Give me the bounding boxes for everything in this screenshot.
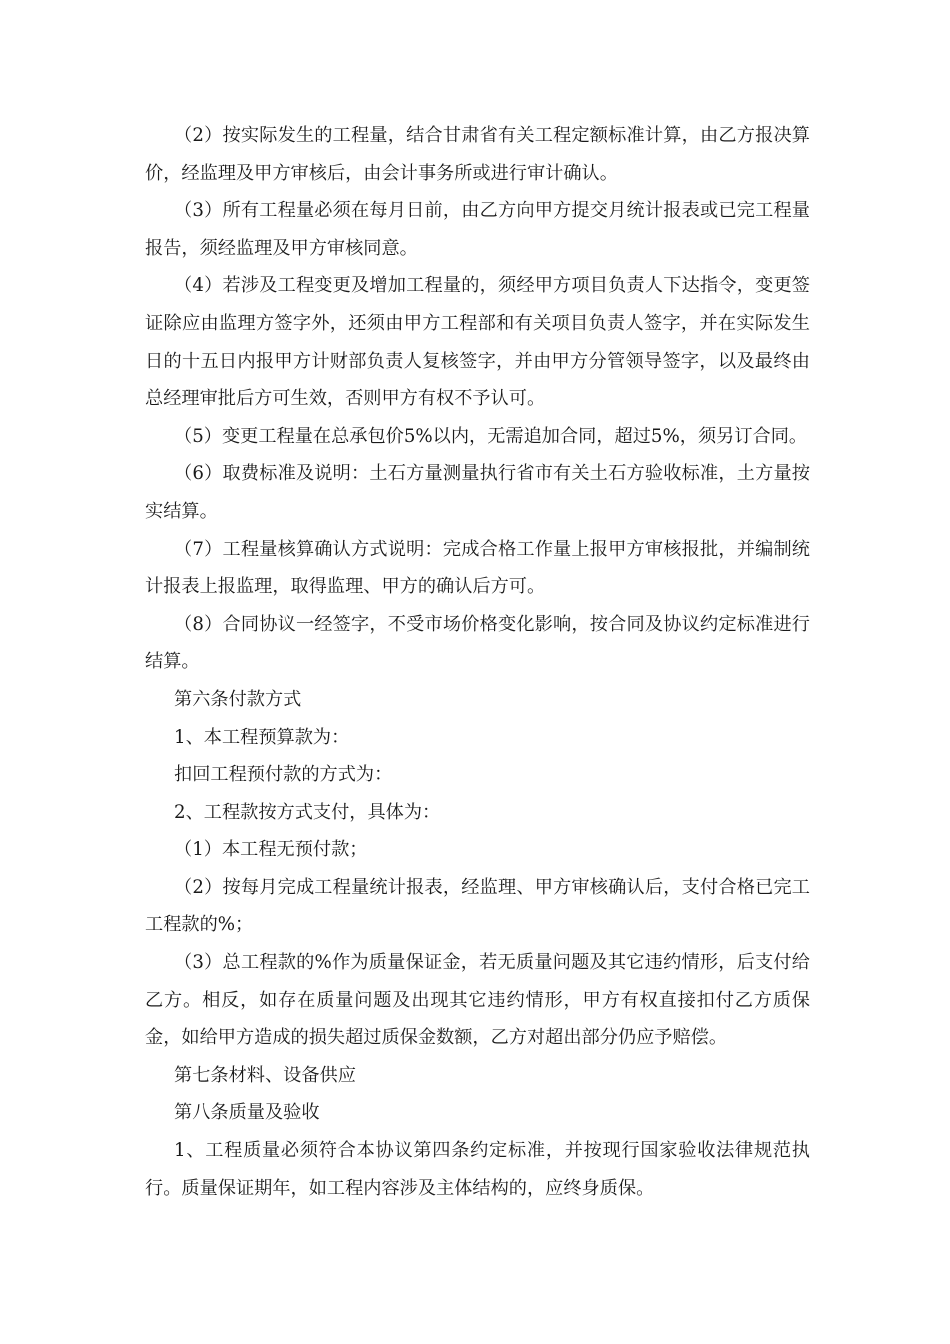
- paragraph-clause-8: （8）合同协议一经签字，不受市场价格变化影响，按合同及协议约定标准进行结算。: [145, 613, 810, 673]
- section-heading-article-6: 第六条付款方式: [174, 688, 302, 710]
- paragraph-clause-2: （2）按实际发生的工程量，结合甘肃省有关工程定额标准计算，由乙方报决算价，经监理及甲方审核后，由会计事务所或进行审计确认。: [145, 125, 810, 184]
- paragraph-payment-3: （3）总工程款的%作为质量保证金，若无质量问题及其它违约情形，后支付给乙方。相反，如存在质量问题及出现其它违约情形，甲方有权直接扣付乙方质保金，如给甲方造成的损失超过质保金数额，乙方对超出部分仍应予赔偿。: [145, 952, 810, 1049]
- paragraph-advance-deduction: 扣回工程预付款的方式为：: [174, 764, 393, 786]
- paragraph-payment-2: （2）按每月完成工程量统计报表，经监理、甲方审核确认后，支付合格已完工工程款的%；: [145, 876, 810, 936]
- document-body: [145, 117, 810, 1207]
- paragraph-clause-7: （7）工程量核算确认方式说明：完成合格工作量上报甲方审核报批，并编制统计报表上报监理，取得监理、甲方的确认后方可。: [145, 538, 810, 598]
- paragraph-payment-1: （1）本工程无预付款；: [174, 839, 368, 861]
- paragraph-clause-4: （4）若涉及工程变更及增加工程量的，须经甲方项目负责人下达指令，变更签证除应由监理方签字外，还须由甲方工程部和有关项目负责人签字，并在实际发生日的十五日内报甲方计财部负责人复核签字，并由甲方分管领导签字，以及最终由总经理审批后方可生效，否则甲方有权不予认可。: [145, 275, 810, 410]
- section-heading-article-7: 第七条材料、设备供应: [174, 1064, 356, 1086]
- paragraph-clause-6: （6）取费标准及说明：土石方量测量执行省市有关土石方验收标准，土方量按实结算。: [145, 463, 810, 522]
- paragraph-payment-method: 2、工程款按方式支付，具体为：: [174, 801, 441, 823]
- paragraph-quality-1: 1、工程质量必须符合本协议第四条约定标准，并按现行国家验收法律规范执行。质量保证期年，如工程内容涉及主体结构的，应终身质保。: [145, 1140, 810, 1199]
- paragraph-budget: 1、本工程预算款为：: [174, 726, 350, 748]
- section-heading-article-8: 第八条质量及验收: [174, 1102, 320, 1124]
- paragraph-clause-3: （3）所有工程量必须在每月日前，由乙方向甲方提交月统计报表或已完工程量报告，须经监理及甲方审核同意。: [145, 200, 810, 259]
- paragraph-clause-5: （5）变更工程量在总承包价5%以内，无需追加合同，超过5%，须另订合同。: [174, 425, 808, 447]
